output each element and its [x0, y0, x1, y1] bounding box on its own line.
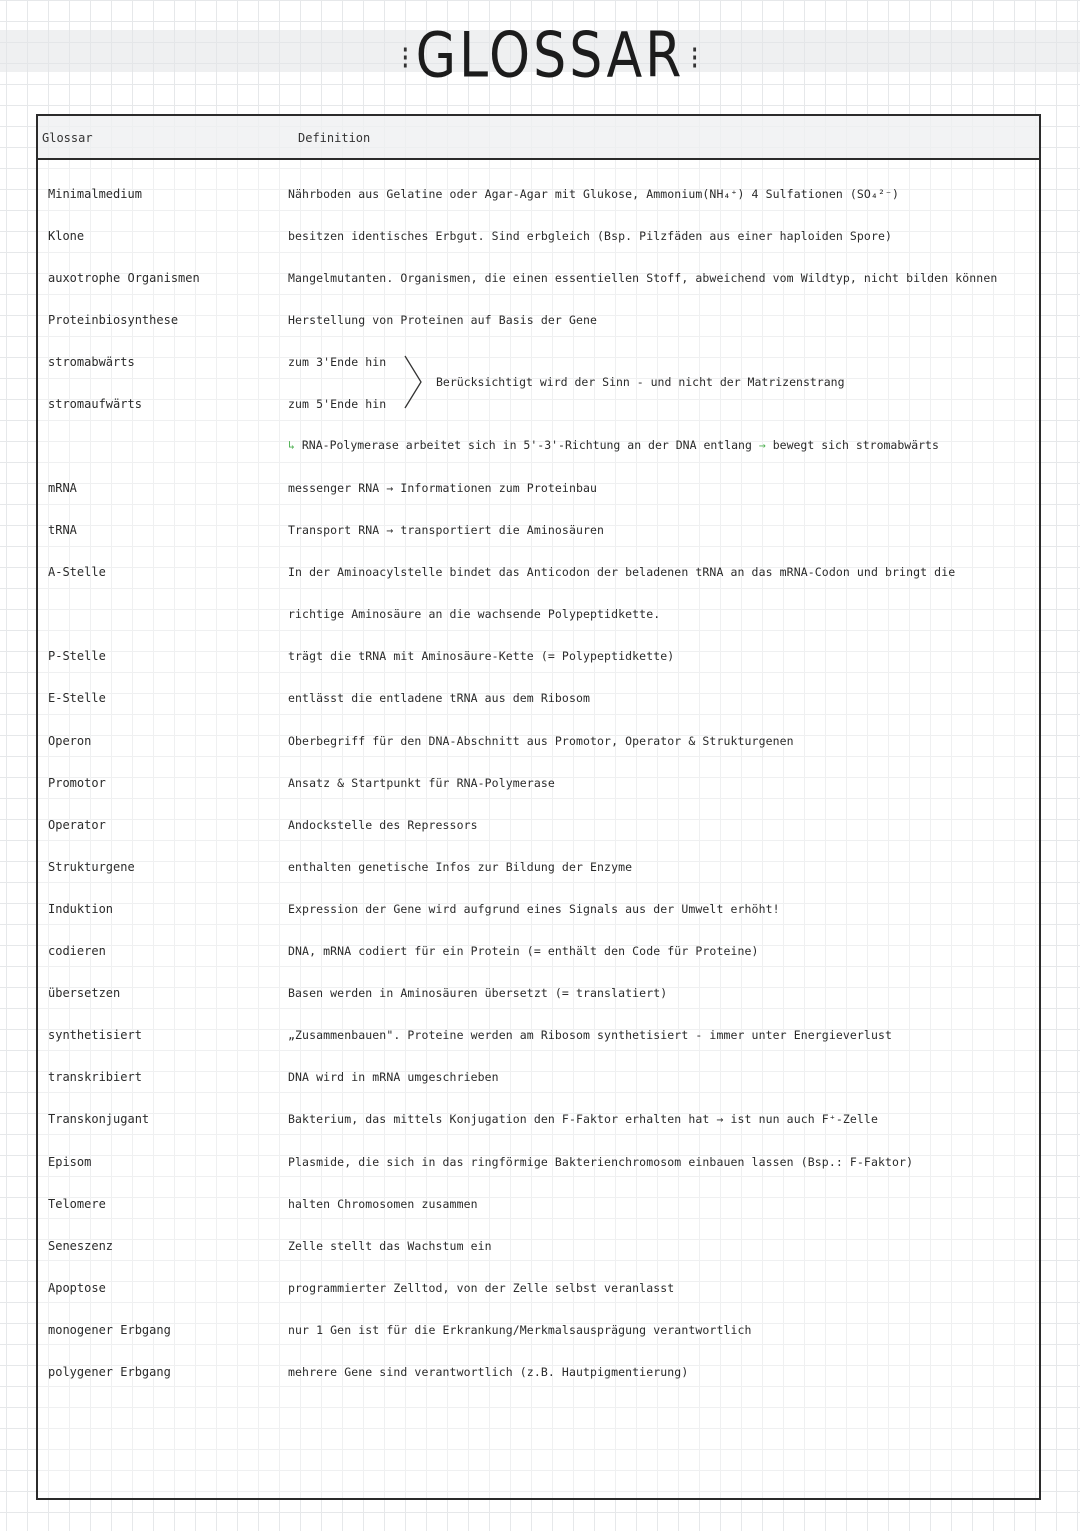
row-definition: entlässt die entladene tRNA aus dem Ribosom — [288, 691, 591, 705]
row-definition: Herstellung von Proteinen auf Basis der Gene — [288, 313, 598, 327]
brace-icon — [403, 354, 431, 410]
row-term: stromabwärts — [48, 355, 135, 369]
row-definition: Nährboden aus Gelatine oder Agar-Agar mit Glukose, Ammonium(NH₄⁺) 4 Sulfationen (SO₄²⁻) — [288, 187, 900, 201]
table-row — [38, 860, 1039, 880]
title-decoration-left: ⁝ — [401, 39, 410, 78]
table-row — [38, 691, 1039, 711]
table-row — [38, 734, 1039, 754]
row-term: Minimalmedium — [48, 187, 142, 201]
table-row — [38, 1323, 1039, 1343]
table-row — [38, 1028, 1039, 1048]
row-definition: Zelle stellt das Wachstum ein — [288, 1239, 492, 1253]
row-term: P-Stelle — [48, 649, 106, 663]
table-row — [38, 481, 1039, 501]
row-definition: DNA, mRNA codiert für ein Protein (= enthält den Code für Proteine) — [288, 944, 759, 958]
table-row — [38, 818, 1039, 838]
row-term: Operator — [48, 818, 106, 832]
row-term: monogener Erbgang — [48, 1323, 171, 1337]
row-term: Induktion — [48, 902, 114, 916]
row-definition: besitzen identisches Erbgut. Sind erbgleich (Bsp. Pilzfäden aus einer haploiden Spore) — [288, 229, 893, 243]
row-term: Seneszenz — [48, 1239, 114, 1253]
row-definition: Ansatz & Startpunkt für RNA-Polymerase — [288, 776, 555, 790]
row-term: Promotor — [48, 776, 106, 790]
row-term: A-Stelle — [48, 565, 106, 579]
row-definition: enthalten genetische Infos zur Bildung der Enzyme — [288, 860, 633, 874]
hook-arrow-icon: ↳ — [288, 438, 295, 452]
table-header — [38, 116, 1039, 160]
row-definition: messenger RNA → Informationen zum Proteinbau — [288, 481, 598, 495]
table-row-continuation — [38, 607, 1039, 627]
page-title — [0, 17, 1080, 97]
rna-note-text-a: RNA-Polymerase arbeitet sich in 5'-3'-Richtung an der DNA entlang — [301, 438, 752, 452]
brace-note: Berücksichtigt wird der Sinn - und nicht der Matrizenstrang — [436, 375, 845, 389]
table-row — [38, 1070, 1039, 1090]
title-decoration-right: ⁝ — [690, 39, 699, 78]
row-definition: Bakterium, das mittels Konjugation den F-Faktor erhalten hat → ist nun auch F⁺-Zelle — [288, 1112, 878, 1126]
row-term: Strukturgene — [48, 860, 135, 874]
row-term: Operon — [48, 734, 92, 748]
table-row — [38, 271, 1039, 291]
row-definition: halten Chromosomen zusammen — [288, 1197, 478, 1211]
row-definition: programmierter Zelltod, von der Zelle selbst veranlasst — [288, 1281, 675, 1295]
row-definition: Plasmide, die sich in das ringförmige Bakterienchromosom einbauen lassen (Bsp.: F-Faktor) — [288, 1155, 914, 1169]
row-term: Apoptose — [48, 1281, 106, 1295]
table-row — [38, 1239, 1039, 1259]
row-term: auxotrophe Organismen — [48, 271, 200, 285]
table-row — [38, 523, 1039, 543]
row-definition: nur 1 Gen ist für die Erkrankung/Merkmalsausprägung verantwortlich — [288, 1323, 752, 1337]
table-row — [38, 565, 1039, 585]
row-definition: Mangelmutanten. Organismen, die einen essentiellen Stoff, abweichend vom Wildtyp, nicht bilden können — [288, 271, 998, 285]
row-term: Klone — [48, 229, 85, 243]
row-definition: DNA wird in mRNA umgeschrieben — [288, 1070, 499, 1084]
table-row — [38, 313, 1039, 333]
table-row — [38, 776, 1039, 796]
row-definition: Oberbegriff für den DNA-Abschnitt aus Promotor, Operator & Strukturgenen — [288, 734, 794, 748]
table-row — [38, 1155, 1039, 1175]
table-row — [38, 1281, 1039, 1301]
table-row — [38, 1197, 1039, 1217]
row-definition: „Zusammenbauen". Proteine werden am Ribosom synthetisiert - immer unter Energieverlust — [288, 1028, 893, 1042]
table-row — [38, 1365, 1039, 1385]
table-row — [38, 649, 1039, 669]
table-row — [38, 1112, 1039, 1132]
glossary-table — [36, 114, 1041, 1500]
row-definition: trägt die tRNA mit Aminosäure-Kette (= Polypeptidkette) — [288, 649, 675, 663]
row-term: polygener Erbgang — [48, 1365, 171, 1379]
table-row — [38, 187, 1039, 207]
rna-polymerase-note — [288, 438, 939, 452]
row-term: tRNA — [48, 523, 77, 537]
row-term: Telomere — [48, 1197, 106, 1211]
row-definition: mehrere Gene sind verantwortlich (z.B. Hautpigmentierung) — [288, 1365, 689, 1379]
row-term: übersetzen — [48, 986, 121, 1000]
row-term: E-Stelle — [48, 691, 106, 705]
right-arrow-icon: → — [758, 438, 766, 452]
row-definition: Andockstelle des Repressors — [288, 818, 478, 832]
table-row — [38, 355, 1039, 375]
row-term: codieren — [48, 944, 106, 958]
row-term: Proteinbiosynthese — [48, 313, 179, 327]
row-term: stromaufwärts — [48, 397, 142, 411]
row-definition: zum 5'Ende hin — [288, 397, 387, 411]
row-definition: Basen werden in Aminosäuren übersetzt (= translatiert) — [288, 986, 668, 1000]
header-term: Glossar — [42, 131, 93, 145]
row-definition: Transport RNA → transportiert die Aminosäuren — [288, 523, 605, 537]
row-term: Episom — [48, 1155, 92, 1169]
row-term: synthetisiert — [48, 1028, 142, 1042]
row-definition: zum 3'Ende hin — [288, 355, 387, 369]
table-row — [38, 986, 1039, 1006]
header-definition: Definition — [298, 131, 371, 145]
table-row — [38, 944, 1039, 964]
row-definition: In der Aminoacylstelle bindet das Anticodon der beladenen tRNA an das mRNA-Codon und bringt die — [288, 565, 956, 579]
rna-note-text-b: bewegt sich stromabwärts — [772, 438, 939, 452]
table-row — [38, 397, 1039, 417]
table-row — [38, 229, 1039, 249]
table-row — [38, 902, 1039, 922]
row-term: transkribiert — [48, 1070, 142, 1084]
row-term: mRNA — [48, 481, 77, 495]
row-definition-continuation: richtige Aminosäure an die wachsende Polypeptidkette. — [288, 607, 661, 621]
page-title-text: GLOSSAR — [415, 18, 685, 92]
row-definition: Expression der Gene wird aufgrund eines Signals aus der Umwelt erhöht! — [288, 902, 780, 916]
row-term: Transkonjugant — [48, 1112, 150, 1126]
